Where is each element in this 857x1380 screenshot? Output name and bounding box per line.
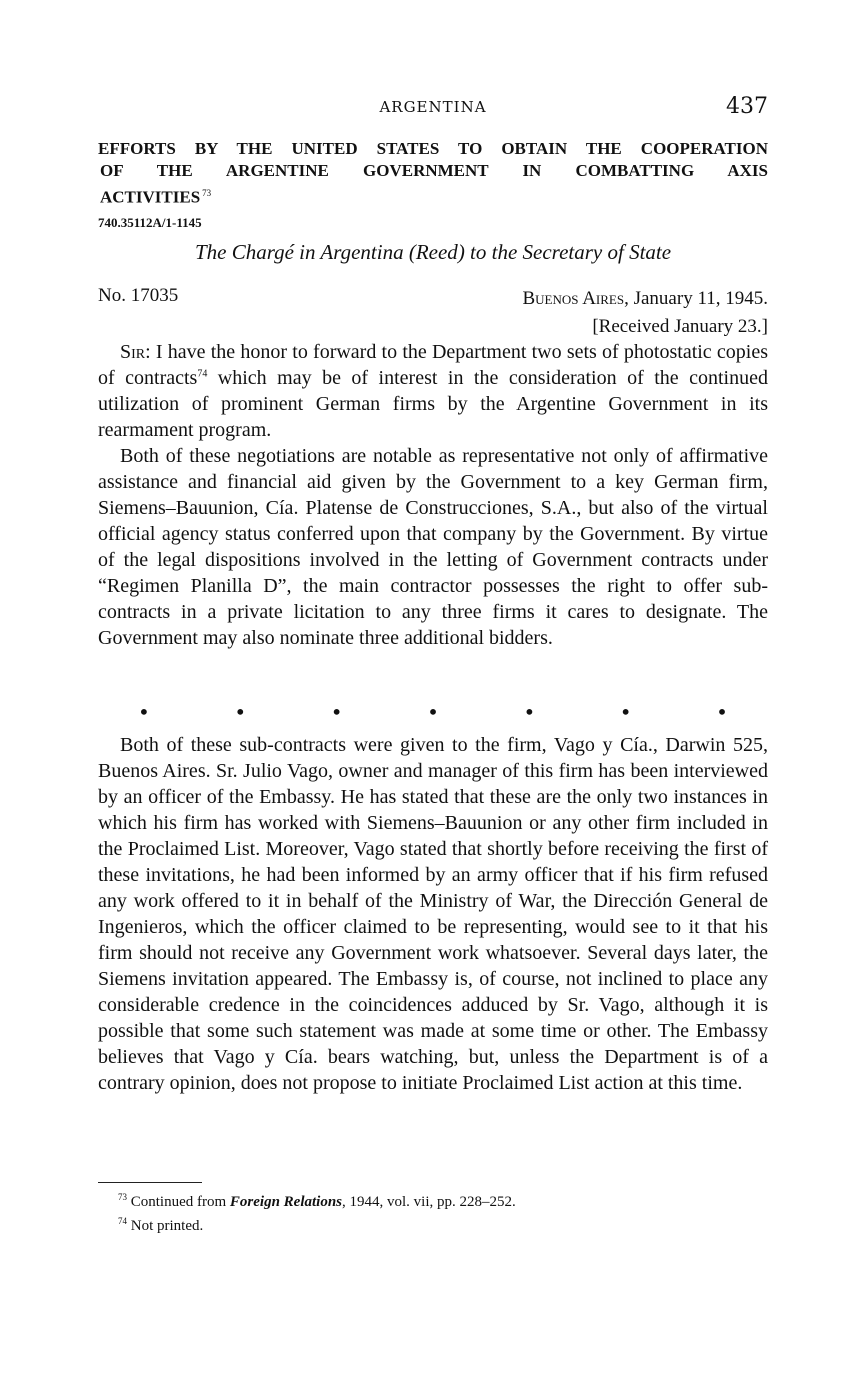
ellipsis-dot: • [523,700,536,724]
paragraph-1-part-b: which may be of interest in the consideration of the continued utilization of prominent German firms by the Argentine Government in its rearmament program. [98,367,768,441]
section-title-line-2: OF THE ARGENTINE GOVERNMENT IN COMBATTING AXIS [100,161,768,180]
heading-part-1: The Chargé in Argentina ( [194,240,416,264]
footnote-text: Not printed. [127,1218,204,1234]
section-title-line-3 [98,182,768,209]
footnote-74 [118,1212,516,1236]
ellipsis-dot: • [619,700,632,724]
dateline-place: Buenos Aires [522,288,625,309]
file-number: 740.35112A/1-1145 [98,215,202,230]
running-title: ARGENTINA [379,98,487,116]
dateline-place-date [523,285,769,313]
footnote-ref-73: 73 [202,188,212,198]
footnotes [118,1188,516,1236]
page-number: 437 [726,94,768,119]
paragraph-1-text [98,339,768,443]
ellipsis-dot: • [138,700,150,724]
heading-part-2: ) to the Secretary of State [457,240,672,264]
dateline-date: , January 11, 1945. [624,288,768,309]
section-title [98,138,768,209]
paragraph-3 [98,732,768,1096]
footnote-mark: 74 [118,1216,127,1226]
footnote-73 [118,1188,516,1212]
footnote-ref-74: 74 [197,368,208,380]
document-heading [98,240,768,265]
footnote-text: Continued from [127,1194,230,1210]
ellipsis-dot: • [716,700,728,724]
section-title-line-3-text: ACTIVITIES [100,187,201,207]
dateline [523,285,769,341]
footnote-text: , 1944, vol. vii, pp. 228–252. [342,1194,516,1210]
paragraph-2-text: Both of these negotiations are notable as representative not only of affirmative assistance and financial aid given by the Government to a key German firm, Siemens–Bauunion, Cía. Platense de Construcciones, S.A., but also of the virtual official agency status conferred upon that company by the Government. By virtue of the legal dispositions involved in the letting of Government contracts under “Regimen Planilla D”, the main contractor possesses the right to offer sub-contracts in a private licitation to any three firms it cares to designate. The Government may also nominate three additional bidders. [98,445,768,649]
section-title-line-1: EFFORTS BY THE UNITED STATES TO OBTAIN THE COOPERATION [98,139,768,158]
salutation: Sir [120,341,146,363]
ellipsis-dot: • [427,700,439,724]
received-date: [Received January 23.] [592,316,768,337]
heading-name: Reed [415,240,458,264]
ellipsis-dot: • [330,700,343,724]
paragraph-1-part-a: : I have the honor to forward to the Department two sets of photostatic copies of contracts [98,341,768,389]
footnote-rule [98,1182,202,1183]
paragraph-3-text: Both of these sub-contracts were given to the firm, Vago y Cía., Darwin 525, Buenos Aires. Sr. Julio Vago, owner and manager of this firm has been interviewed by an officer of the Embassy. He has stated that these are the only two instances in which his firm has worked with Siemens–Bauunion or any other firm included in the Proclaimed List. Moreover, Vago stated that shortly before receiving the first of these invitations, he had been informed by an army officer that if his firm refused any work offered to it in behalf of the Ministry of War, the Dirección General de Ingenieros, which the officer claimed to be representing, would see to it that his firm should not receive any Government work whatsoever. Several days later, the Siemens invitation appeared. The Embassy is, of course, not inclined to place any considerable credence in the coincidences adduced by Sr. Vago, although it is possible that some such statement was made at some time or other. The Embassy believes that Vago y Cía. bears watching, but, unless the Department is of a contrary opinion, does not propose to initiate Proclaimed List action at this time. [98,734,768,1094]
document-number: No. 17035 [98,285,179,306]
footnote-source-title: Foreign Relations [229,1194,343,1210]
running-header [98,96,768,120]
omission-ellipsis [138,700,728,724]
paragraph-2 [98,443,768,651]
footnote-mark: 73 [118,1192,127,1202]
ellipsis-dot: • [234,700,247,724]
paragraph-1 [98,339,768,443]
